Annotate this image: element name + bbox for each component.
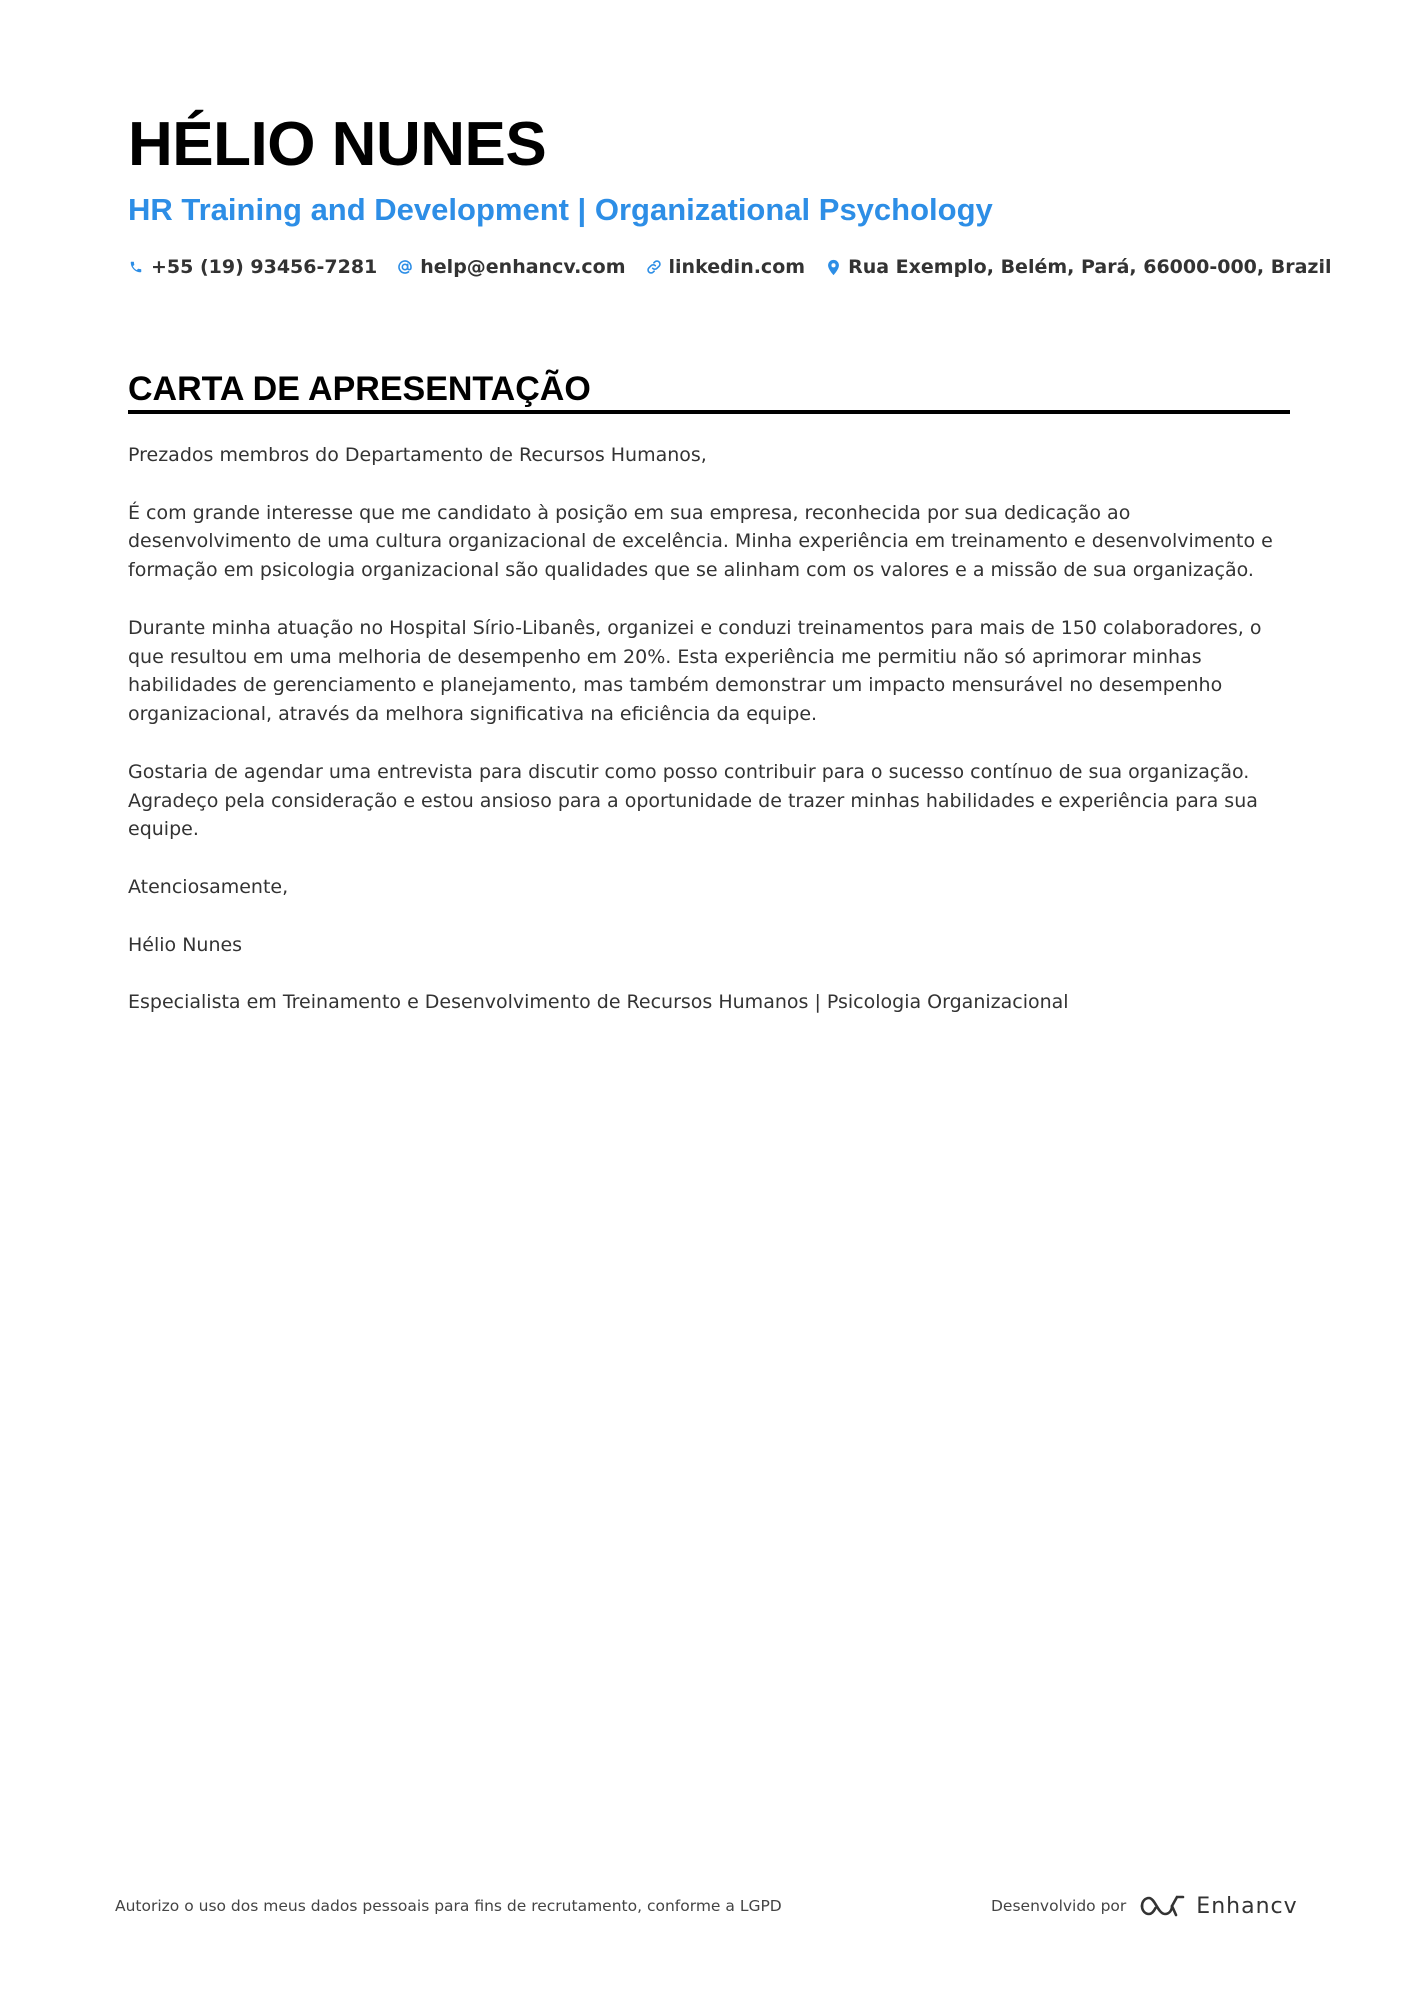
letter-closing: Atenciosamente, [128,875,289,898]
map-pin-icon [825,257,841,277]
letter-body [128,441,1293,1046]
contact-bar [128,252,1351,282]
link-icon [646,257,662,277]
contact-phone-text: +55 (19) 93456-7281 [151,256,378,278]
at-icon [397,257,413,277]
contact-location-text: Rua Exemplo, Belém, Pará, 66000-000, Brazil [848,256,1332,278]
contact-linkedin[interactable] [646,256,806,278]
letter-paragraph: Durante minha atuação no Hospital Sírio-Libanês, organizei e conduzi treinamentos para mais de 150 colaboradores, o que resultou em uma melhoria de desempenho em 20%. Esta experiência me permitiu não só aprimorar minhas habilidades de gerenciamento e planejamento, mas também demonstrar um impacto mensurável no desempenho organizacional, através da melhora significativa na eficiência da equipe. [128,616,1262,726]
letter-salutation: Prezados membros do Departamento de Recursos Humanos, [128,444,707,466]
phone-icon [128,257,144,277]
contact-email-text: help@enhancv.com [420,256,626,278]
letter-paragraph: Gostaria de agendar uma entrevista para discutir como posso contribuir para o sucesso contínuo de sua organização. Agradeço pela consideração e estou ansioso para a oportunidade de trazer minhas habilidades e experiência para sua equipe. [128,760,1258,841]
candidate-name: HÉLIO NUNES [128,110,547,179]
letter-paragraph: É com grande interesse que me candidato à posição em sua empresa, reconhecida por sua dedicação ao desenvolvimento de uma cultura organizacional de excelência. Minha experiência em treinamento e desenvolvimento e formação em psicologia organizacional são qualidades que se alinham com os valores e a missão de sua organização. [128,501,1273,582]
contact-location [825,256,1331,278]
footer-branding[interactable] [991,1888,1298,1924]
candidate-headline: HR Training and Development | Organizational Psychology [128,192,993,227]
contact-email[interactable] [397,256,625,278]
enhancv-logo-icon [1138,1892,1186,1920]
enhancv-brand-name: Enhancv [1196,1893,1298,1919]
contact-linkedin-text: linkedin.com [668,256,806,278]
section-title: CARTA DE APRESENTAÇÃO [128,370,591,408]
powered-by-label: Desenvolvido por [991,1897,1127,1915]
contact-phone[interactable] [128,256,377,278]
signature-name: Hélio Nunes [128,933,243,956]
signature-title: Especialista em Treinamento e Desenvolvimento de Recursos Humanos | Psicologia Organizacional [128,991,1069,1014]
section-divider [128,410,1290,414]
footer-consent-note: Autorizo o uso dos meus dados pessoais para fins de recrutamento, conforme a LGPD [115,1897,782,1915]
